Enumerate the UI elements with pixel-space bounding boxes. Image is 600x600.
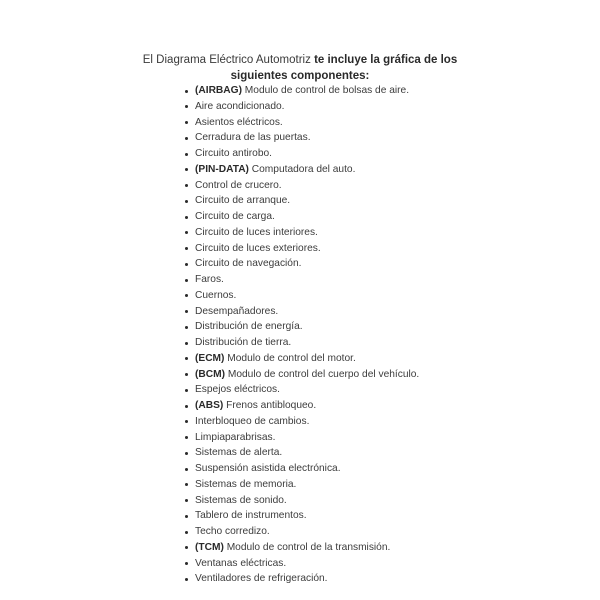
bullet-icon: [185, 294, 188, 297]
bullet-icon: [185, 168, 188, 171]
list-item: [185, 445, 419, 461]
bullet-icon: [185, 405, 188, 408]
component-text: Cuernos.: [195, 289, 237, 301]
component-code: (AIRBAG): [195, 85, 242, 96]
bullet-icon: [185, 90, 188, 93]
list-item: [185, 288, 419, 304]
list-item: [185, 351, 419, 367]
component-text: Ventanas eléctricas.: [195, 557, 287, 569]
component-code: (BCM): [195, 368, 225, 380]
bullet-icon: [185, 515, 188, 518]
list-item: [185, 508, 419, 524]
component-text: Tablero de instrumentos.: [195, 510, 307, 522]
list-item: [185, 461, 419, 477]
list-item: [185, 162, 419, 178]
bullet-icon: [185, 468, 188, 471]
bullet-icon: [185, 420, 188, 423]
list-item: [185, 304, 419, 320]
intro-paragraph: [120, 52, 480, 84]
intro-bold-text: te incluye la gráfica de los siguientes componentes:: [230, 53, 458, 82]
bullet-icon: [185, 546, 188, 549]
components-list: [185, 83, 419, 587]
bullet-icon: [185, 184, 188, 187]
bullet-icon: [185, 452, 188, 455]
component-text: Modulo de control del motor.: [224, 352, 356, 364]
intro-plain-text: El Diagrama Eléctrico Automotriz: [142, 53, 315, 66]
component-text: Circuito de navegación.: [195, 258, 302, 270]
list-item: [185, 398, 419, 414]
bullet-icon: [185, 105, 188, 108]
component-code: (ABS): [195, 400, 224, 411]
component-text: Circuito de luces exteriores.: [195, 242, 321, 254]
bullet-icon: [185, 247, 188, 250]
list-item: [185, 225, 419, 241]
bullet-icon: [185, 578, 188, 581]
list-item: [185, 146, 419, 162]
component-text: Sistemas de alerta.: [195, 447, 283, 459]
list-item: [185, 335, 419, 351]
component-code: (TCM): [195, 541, 224, 553]
list-item: [185, 99, 419, 115]
component-text: Circuito de luces interiores.: [195, 226, 318, 238]
list-item: [185, 272, 419, 288]
component-text: Interbloqueo de cambios.: [195, 415, 310, 427]
bullet-icon: [185, 342, 188, 345]
bullet-icon: [185, 531, 188, 534]
component-text: Modulo de control de bolsas de aire.: [241, 85, 410, 96]
component-code: (ECM): [195, 352, 225, 364]
component-text: Desempañadores.: [195, 305, 279, 317]
list-item: [185, 209, 419, 225]
component-text: Faros.: [195, 274, 224, 285]
list-item: [185, 241, 419, 257]
list-item: [185, 130, 419, 146]
list-item: [185, 556, 419, 572]
bullet-icon: [185, 279, 188, 282]
component-text: Espejos eléctricos.: [195, 384, 280, 396]
list-item: [185, 430, 419, 446]
component-text: Computadora del auto.: [248, 163, 356, 175]
bullet-icon: [185, 373, 188, 376]
bullet-icon: [185, 483, 188, 486]
list-item: [185, 571, 419, 587]
component-text: Modulo de control del cuerpo del vehículo.: [225, 368, 420, 380]
component-text: Sistemas de sonido.: [195, 494, 287, 506]
list-item: [185, 115, 419, 131]
list-item: [185, 524, 419, 540]
list-item: [185, 493, 419, 509]
bullet-icon: [185, 200, 188, 203]
list-item: [185, 414, 419, 430]
component-text: Circuito de arranque.: [195, 195, 291, 207]
bullet-icon: [185, 153, 188, 156]
bullet-icon: [185, 357, 188, 360]
bullet-icon: [185, 231, 188, 234]
component-text: Frenos antibloqueo.: [223, 400, 317, 411]
component-text: Distribución de energía.: [195, 321, 303, 333]
component-text: Limpiaparabrisas.: [195, 431, 276, 443]
component-text: Cerradura de las puertas.: [195, 132, 311, 144]
list-item: [185, 193, 419, 209]
bullet-icon: [185, 562, 188, 565]
component-code: (PIN-DATA): [195, 163, 249, 175]
component-text: Asientos eléctricos.: [195, 116, 283, 128]
component-text: Modulo de control de la transmisión.: [223, 541, 391, 553]
list-item: [185, 382, 419, 398]
bullet-icon: [185, 121, 188, 124]
bullet-icon: [185, 310, 188, 313]
component-text: Distribución de tierra.: [195, 337, 292, 348]
bullet-icon: [185, 216, 188, 219]
component-text: Suspensión asistida electrónica.: [195, 463, 341, 474]
list-item: [185, 256, 419, 272]
component-text: Circuito antirobo.: [195, 148, 273, 159]
bullet-icon: [185, 389, 188, 392]
component-text: Control de crucero.: [195, 179, 282, 191]
bullet-icon: [185, 436, 188, 439]
bullet-icon: [185, 263, 188, 266]
list-item: [185, 367, 419, 383]
list-item: [185, 83, 419, 99]
component-text: Aire acondicionado.: [195, 100, 285, 112]
component-text: Ventiladores de refrigeración.: [195, 573, 328, 585]
bullet-icon: [185, 137, 188, 140]
list-item: [185, 477, 419, 493]
component-text: Circuito de carga.: [195, 211, 275, 222]
bullet-icon: [185, 326, 188, 329]
list-item: [185, 540, 419, 556]
list-item: [185, 319, 419, 335]
list-item: [185, 178, 419, 194]
component-text: Techo corredizo.: [195, 526, 270, 537]
bullet-icon: [185, 499, 188, 502]
component-text: Sistemas de memoria.: [195, 478, 297, 490]
